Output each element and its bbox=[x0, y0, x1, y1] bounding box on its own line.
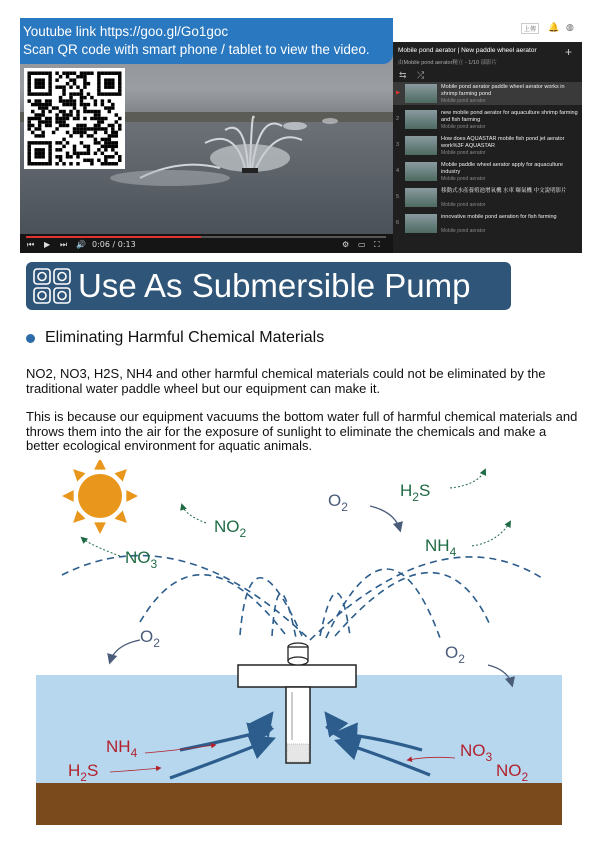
notification-bell-icon[interactable]: 🔔 bbox=[548, 23, 560, 33]
video-thumbnail bbox=[405, 188, 437, 207]
skip-back-icon[interactable]: ⏮ bbox=[27, 240, 35, 249]
h2s-water-label: $H_2S$ bbox=[68, 761, 99, 784]
qr-code-image bbox=[24, 68, 125, 169]
no2-air-label: $NO_2$ bbox=[214, 517, 247, 540]
no3-air-label: $NO_3$ bbox=[125, 548, 158, 571]
playlist-item[interactable]: 6 innovative mobile pond aeration for fish farming Mobile pond aerator bbox=[396, 214, 557, 234]
nh4-air-label: $NH_4$ bbox=[425, 536, 457, 559]
youtube-screenshot bbox=[20, 18, 582, 253]
video-thumbnail bbox=[405, 214, 437, 233]
scan-instruction-text: Scan QR code with smart phone / tablet to view the video. bbox=[23, 42, 370, 57]
o2-top-label: $O_2$ bbox=[328, 491, 348, 514]
skip-forward-icon[interactable]: ⏭ bbox=[60, 240, 68, 249]
subheading: Eliminating Harmful Chemical Materials bbox=[45, 329, 325, 346]
fullscreen-icon[interactable]: ⛶ bbox=[374, 240, 380, 249]
shuffle-icon[interactable]: ⤮ bbox=[417, 70, 425, 80]
playlist-subtitle: 由Mobile pond aerator精立 - 1/10 部影片 bbox=[398, 60, 498, 66]
upload-icon[interactable]: 上傳 bbox=[521, 23, 539, 34]
o2-left-label: $O_2$ bbox=[140, 627, 160, 650]
section-heading: Use As Submersible Pump bbox=[78, 267, 471, 304]
playlist-title[interactable]: Mobile pond aerator | New paddle wheel aerator bbox=[398, 47, 537, 54]
paragraph-1: NO2, NO3, H2S, NH4 and other harmful chemical materials could not be eliminated by the traditional water paddle wheel but our equipment can make it. bbox=[26, 366, 546, 396]
no3-water-label: $NO_3$ bbox=[460, 741, 493, 764]
video-time: 0:06 / 0:13 bbox=[92, 240, 136, 249]
account-avatar-icon[interactable]: ◍ bbox=[566, 23, 574, 33]
section-heading-banner bbox=[26, 262, 511, 310]
video-link-banner bbox=[20, 18, 393, 64]
pump-units-icon bbox=[32, 267, 72, 305]
playlist-panel bbox=[393, 42, 582, 253]
playlist-item[interactable]: 2 new mobile pond aerator for aquaculture shrimp farming and fish farming Mobile pond aerator bbox=[396, 110, 578, 130]
sun-icon bbox=[62, 460, 138, 534]
playlist-item[interactable]: 3 How does AQUASTAR mobile fish pond jet aerator work%3F AQUASTAR Mobile pond aerator bbox=[396, 136, 565, 156]
video-thumbnail bbox=[405, 84, 437, 103]
playlist-item[interactable]: 4 Mobile paddle wheel aerator apply for aquaculture industry Mobile pond aerator bbox=[396, 162, 563, 182]
play-icon[interactable]: ▶ bbox=[44, 240, 51, 249]
pond-bottom-soil bbox=[36, 783, 562, 825]
video-thumbnail bbox=[405, 162, 437, 181]
youtube-link-text[interactable]: Youtube link https://goo.gl/Go1goc bbox=[23, 24, 229, 39]
o2-right-label: $O_2$ bbox=[445, 643, 465, 666]
h2s-air-label: $H_2S$ bbox=[400, 481, 431, 504]
water-spray-arcs bbox=[62, 556, 542, 640]
youtube-top-bar bbox=[393, 18, 582, 42]
settings-icon[interactable]: ⚙ bbox=[342, 240, 350, 249]
no2-water-label: $NO_2$ bbox=[496, 761, 529, 784]
playlist-item[interactable]: 5 移動式水產養殖池增氧機 水車 曝氣機 中文說明影片 Mobile pond aerator bbox=[396, 188, 567, 208]
video-controls bbox=[20, 234, 393, 253]
nh4-water-label: $NH_4$ bbox=[106, 737, 138, 760]
add-playlist-icon[interactable]: + bbox=[565, 45, 573, 59]
video-thumbnail bbox=[405, 136, 437, 155]
playlist-item[interactable]: ▶ Mobile pond aerator paddle wheel aerator works in shrimp farming pond Mobile pond aerator bbox=[393, 82, 582, 105]
volume-icon[interactable]: 🔊 bbox=[76, 240, 86, 249]
loop-icon[interactable]: ⇆ bbox=[399, 70, 407, 80]
video-progress-bar[interactable] bbox=[26, 236, 386, 238]
pump-diagram bbox=[20, 460, 580, 825]
paragraph-2: This is because our equipment vacuums the bottom water full of harmful chemical materials and throws them into the air for the exposure of sunlight to eliminate the chemicals and make a better ecological environment for aquatic animals. bbox=[26, 409, 578, 453]
bullet-dot bbox=[26, 334, 35, 343]
video-thumbnail bbox=[405, 110, 437, 129]
qr-code bbox=[24, 68, 125, 169]
theater-mode-icon[interactable]: ▭ bbox=[358, 240, 366, 249]
